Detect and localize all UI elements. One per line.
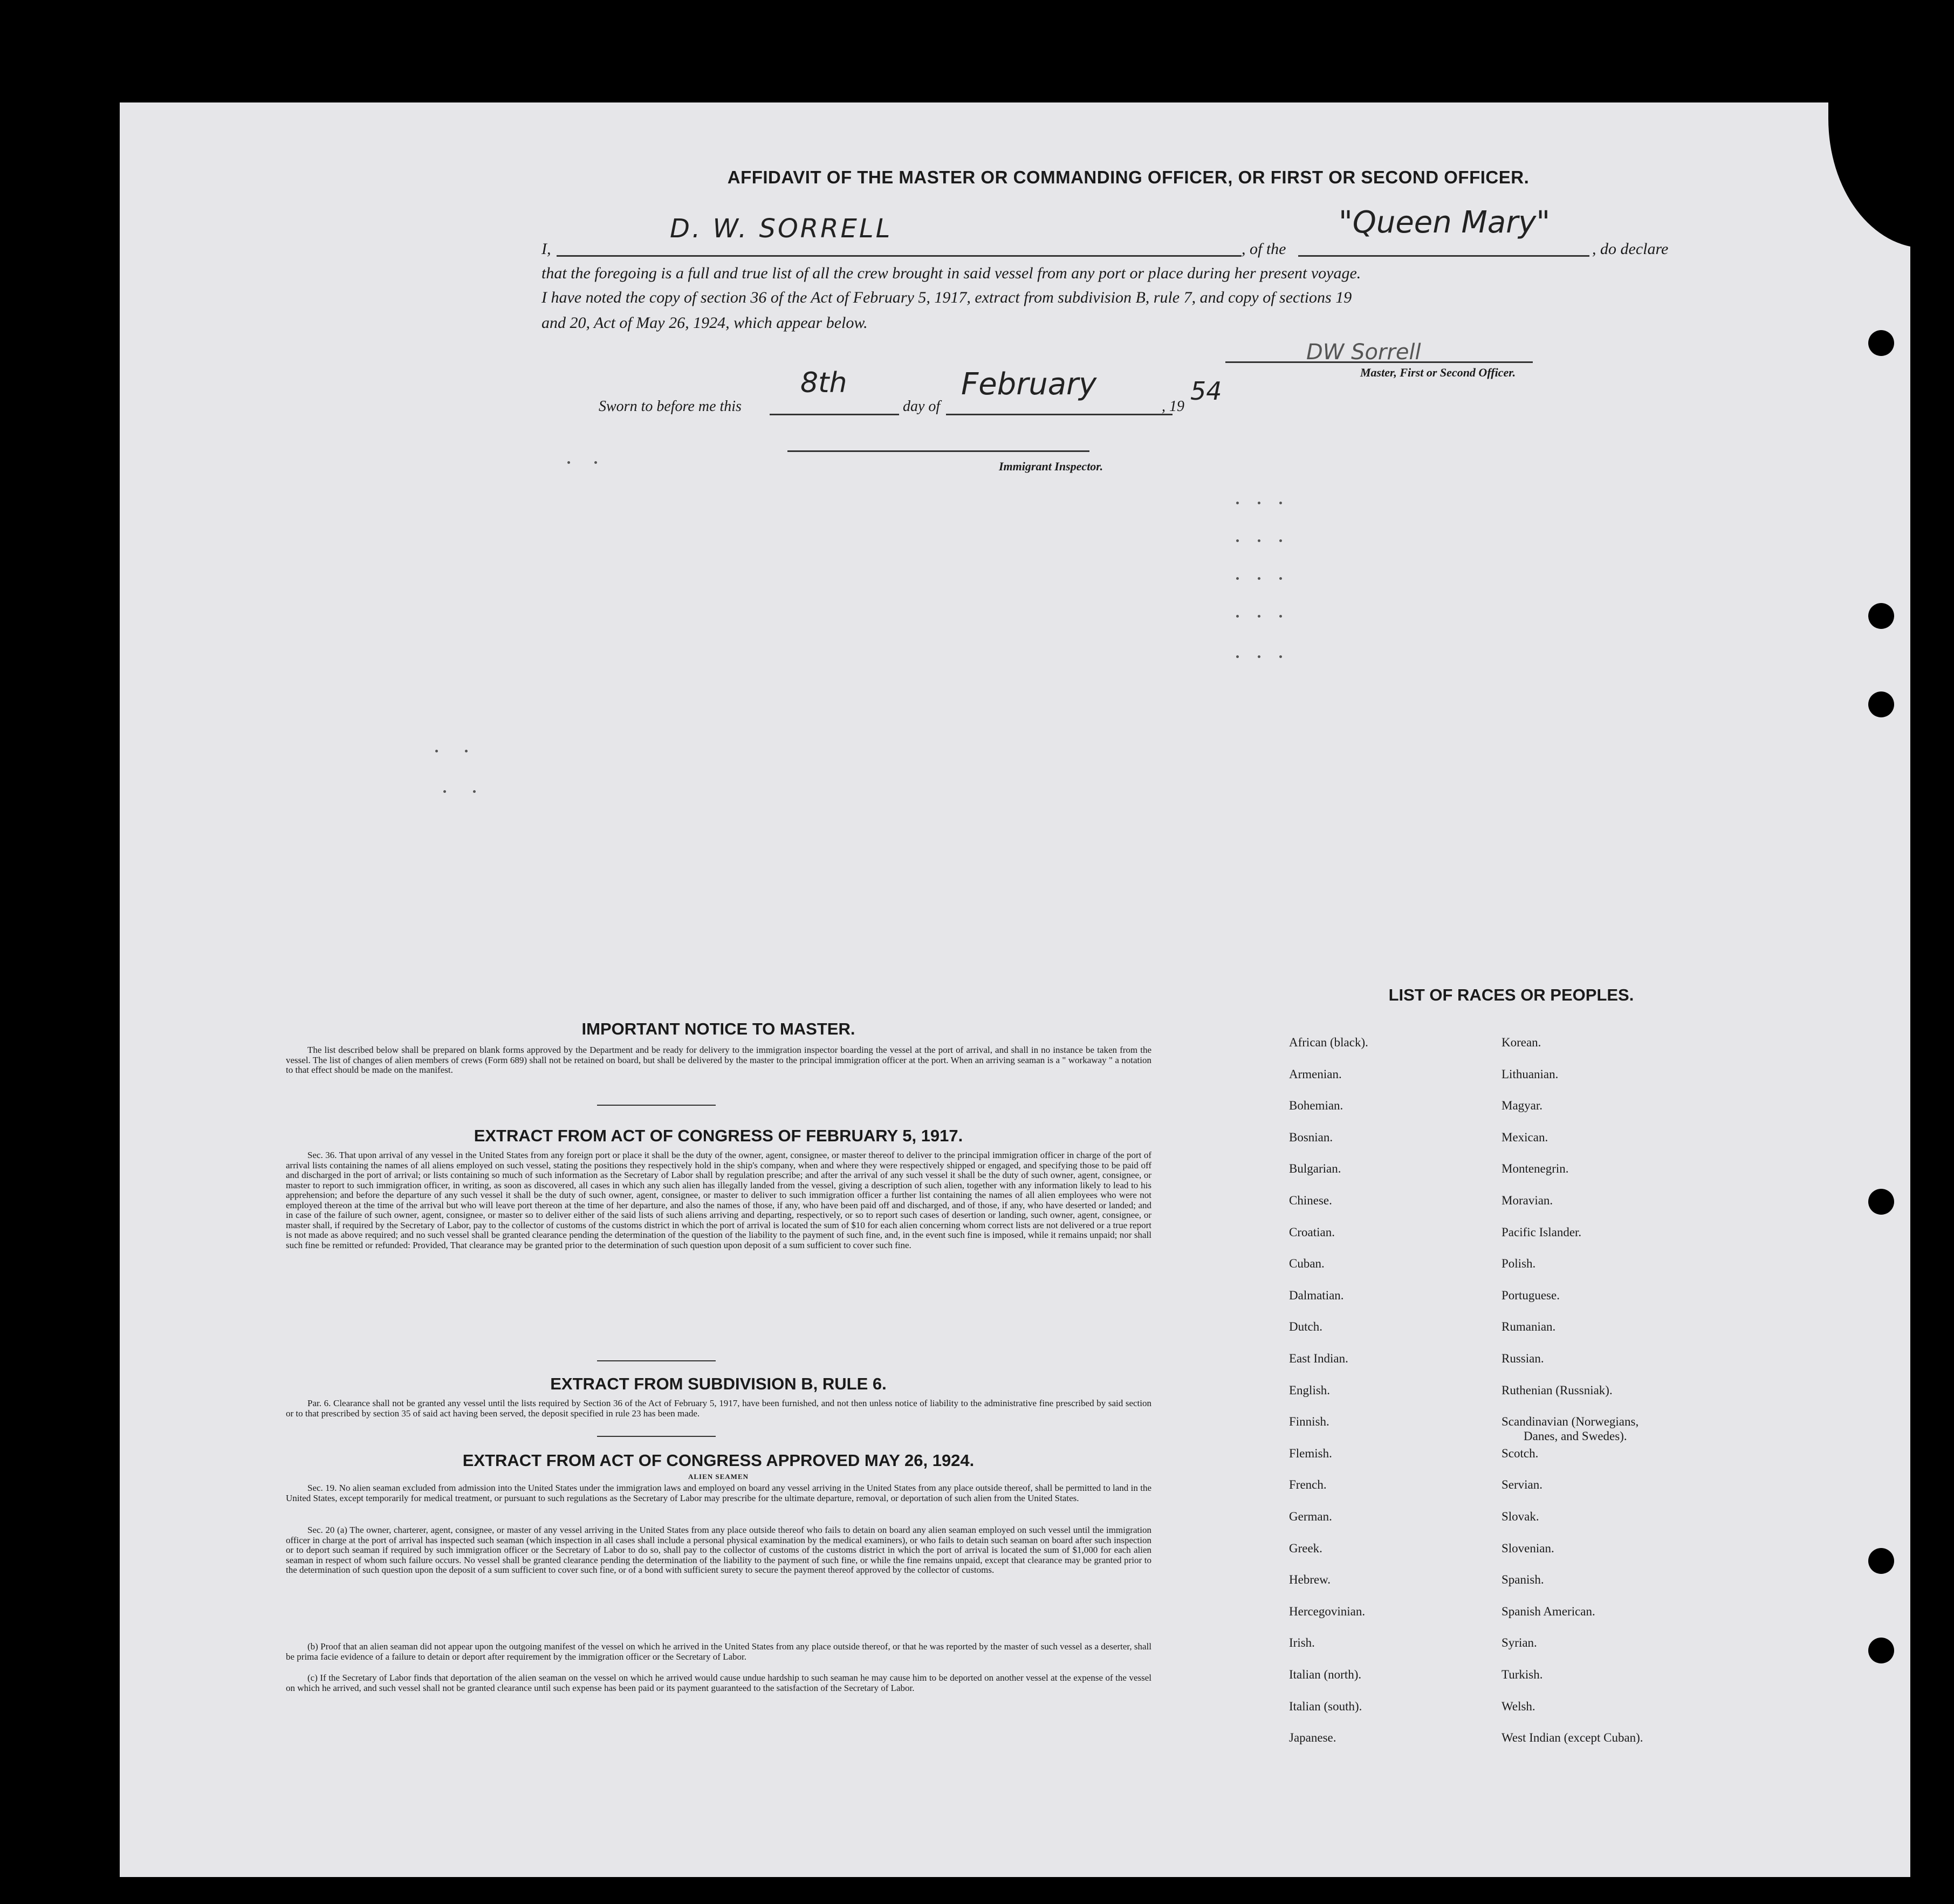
notice-title: IMPORTANT NOTICE TO MASTER.: [581, 1019, 855, 1038]
race-item: Lithuanian.: [1502, 1067, 1559, 1081]
race-item: Italian (south).: [1289, 1699, 1362, 1713]
race-item: Hebrew.: [1289, 1573, 1331, 1587]
race-item: Chinese.: [1289, 1194, 1332, 1207]
race-item: Finnish.: [1289, 1415, 1329, 1429]
race-item: Montenegrin.: [1502, 1162, 1569, 1176]
race-item: French.: [1289, 1478, 1327, 1492]
race-item: Bulgarian.: [1289, 1162, 1341, 1176]
punch-hole: [1868, 1638, 1894, 1663]
sec19-body: Sec. 19. No alien seaman excluded from admission into the United States under the immigration laws and employed on board any vessel arriving in the United States from any place outside thereof, shall be permitted to land in the United States, except temporarily for medical treatment, or pursuant to such regulations as the Secretary of Labor may prescribe for the ultimate departure, removal, or deportation of such alien from the United States.: [286, 1483, 1151, 1503]
race-item: Dutch.: [1289, 1320, 1322, 1334]
sec20a-body: Sec. 20 (a) The owner, charterer, agent, consignee, or master of any vessel arriving in the United States from any place outside thereof who fails to detain on board any alien seaman employed on such vessel until the immigration officer in charge at the port of arrival has inspected such seaman (which inspection in all cases shall include a personal physical examination by the medical examiners), or who fails to detain such seaman on board after such inspection or to deport such seaman if required by such immigration officer or the Secretary of Labor to do so, shall pay to the collector of customs of the customs district in which the port of arrival is located the sum of $1,000 for each alien seaman in respect of whom such failure occurs. No vessel shall be granted clearance pending the determination of the liability to the payment of such fine, or while the fine remains unpaid, except that clearance may be granted prior to the determination of such question upon the deposit of a sum sufficient to cover such fine, or of a bond with sufficient surety to secure the payment thereof approved by the collector of customs.: [286, 1525, 1151, 1575]
master-signature: DW Sorrell: [1306, 340, 1421, 365]
affidavit-title: AFFIDAVIT OF THE MASTER OR COMMANDING OFFICER, OR FIRST OR SECOND OFFICER.: [727, 167, 1530, 187]
race-item: Turkish.: [1502, 1668, 1543, 1681]
race-item: Scandinavian (Norwegians,: [1502, 1415, 1639, 1429]
vessel-line: [1298, 255, 1589, 257]
race-item: East Indian.: [1289, 1352, 1348, 1365]
officer-name: D. W. SORRELL: [670, 214, 893, 244]
document-page: [120, 102, 1910, 1877]
race-item: English.: [1289, 1383, 1331, 1397]
sec20b-body: (b) Proof that an alien seaman did not appear upon the outgoing manifest of the vessel on which he arrived in the United States from any place outside thereof, or that he was reported by the master of such vessel as a deserter, shall be prima facie evidence of a failure to detain or deport after requirement by the immigration officer or the Secretary of Labor.: [286, 1641, 1151, 1662]
day-line: [770, 414, 899, 415]
sworn-prefix: Sworn to before me this: [599, 398, 742, 415]
race-item: Ruthenian (Russniak).: [1502, 1383, 1613, 1397]
sworn-day: 8th: [800, 367, 847, 399]
race-item-cont: Danes, and Swedes).: [1524, 1429, 1627, 1443]
race-item: Armenian.: [1289, 1067, 1342, 1081]
race-item: Irish.: [1289, 1636, 1315, 1650]
punch-hole: [1868, 603, 1894, 629]
line1-prefix: I,: [541, 240, 551, 258]
race-item: Magyar.: [1502, 1099, 1543, 1113]
race-item: Scotch.: [1502, 1446, 1539, 1460]
extract-1917-body: Sec. 36. That upon arrival of any vessel in the United States from any foreign port or place it shall be the duty of the owner, agent, consignee, or master thereof to deliver to the principal immigration officer in charge of the port of arrival lists containing the names of all aliens employed on such vessel, stating the positions they respectively hold in the ship's company, when and where they were respectively shipped or engaged, and specifying those to be paid off and discharged in the port of arrival; or lists containing so much of such information as the Secretary of Labor shall by regulation prescribe; and after the arrival of any such vessel it shall be the duty of such owner, agent, consignee, or master to report to such immigration officer, in writing, as soon as discovered, all cases in which any such alien has illegally landed from the vessel, giving a description of such alien, together with any information likely to lead to his apprehension; and before the departure of any such vessel it shall be the duty of such owner, agent, consignee, or master to deliver to such immigration officer a further list containing the names of all alien employees who were not employed thereon at the time of the arrival but who will leave port thereon at the time of her departure, and also the names of those, if any, who have been paid off and discharged, and of those, if any, who have deserted or landed; and in case of the failure of such owner, agent, consignee, or master so to deliver either of the said lists of such aliens arriving and departing, respectively, or so to report such cases of desertion or landing, such owner, agent, consignee, or master shall, if required by the Secretary of Labor, pay to the collector of customs of the customs district in which the port of arrival is located the sum of $10 for each alien concerning whom correct lists are not delivered or a true report is not made as above required; and no such vessel shall be granted clearance pending the determination of the question of the liability to the payment of such fine, and, in the event such fine is imposed, while it remains unpaid; nor shall such fine be remitted or refunded: Provided, That clearance may be granted prior to the determination of such question upon deposit of a sum sufficient to cover such fine.: [286, 1150, 1151, 1250]
race-item: Japanese.: [1289, 1731, 1336, 1745]
inspector-line: [787, 450, 1089, 452]
punch-hole: [1868, 1189, 1894, 1215]
notice-body: The list described below shall be prepared on blank forms approved by the Department and be ready for delivery to the immigration inspector boarding the vessel at the port of arrival, and shall in no instance be taken from the vessel. The list of changes of alien members of crews (Form 689) shall not be retained on board, but shall be delivered by the master to the principal immigration officer at the port. When an arriving seaman is a " workaway " a notation to that effect should be made on the manifest.: [286, 1045, 1151, 1075]
day-of-label: day of: [903, 398, 941, 415]
race-item: Welsh.: [1502, 1699, 1535, 1713]
race-item: Greek.: [1289, 1541, 1322, 1555]
affidavit-line4: and 20, Act of May 26, 1924, which appear below.: [541, 314, 868, 332]
affidavit-line3: I have noted the copy of section 36 of the Act of February 5, 1917, extract from subdivision B, rule 7, and copy of sections 19: [541, 289, 1352, 306]
sworn-year: 54: [1190, 376, 1222, 406]
subdivision-title: EXTRACT FROM SUBDIVISION B, RULE 6.: [550, 1374, 887, 1393]
divider: [597, 1360, 716, 1361]
race-item: Polish.: [1502, 1257, 1536, 1271]
race-item: Bosnian.: [1289, 1130, 1333, 1144]
extract-1924-subtitle: ALIEN SEAMEN: [688, 1472, 749, 1481]
race-item: German.: [1289, 1510, 1332, 1523]
extract-1917-title: EXTRACT FROM ACT OF CONGRESS OF FEBRUARY 5, 1917.: [474, 1126, 963, 1145]
divider: [597, 1105, 716, 1106]
subdivision-body: Par. 6. Clearance shall not be granted any vessel until the lists required by Section 36 of the Act of February 5, 1917, have been furnished, and not then unless notice of liability to the administrative fine prescribed by said section or to that prescribed by section 35 of said act having been served, the deposit specified in rule 23 has been made.: [286, 1398, 1151, 1419]
sworn-month: February: [961, 367, 1097, 402]
race-item: Spanish American.: [1502, 1604, 1595, 1618]
vessel-name: "Queen Mary": [1339, 205, 1551, 240]
punch-hole: [1868, 1548, 1894, 1574]
race-item: West Indian (except Cuban).: [1502, 1731, 1643, 1745]
race-item: Croatian.: [1289, 1225, 1335, 1239]
race-item: Bohemian.: [1289, 1099, 1343, 1113]
race-item: Russian.: [1502, 1352, 1544, 1365]
races-title: LIST OF RACES OR PEOPLES.: [1388, 985, 1634, 1004]
race-item: Cuban.: [1289, 1257, 1325, 1271]
race-item: Spanish.: [1502, 1573, 1544, 1587]
race-item: African (black).: [1289, 1036, 1368, 1049]
race-item: Hercegovinian.: [1289, 1604, 1366, 1618]
sec20c-body: (c) If the Secretary of Labor finds that deportation of the alien seaman on the vessel on which he arrived would cause undue hardship to such seaman he may cause him to be deported on another vessel at the expense of the vessel on which he arrived, and such vessel shall not be granted clearance until such expense has been paid or its payment guaranteed to the satisfaction of the Secretary of Labor.: [286, 1673, 1151, 1693]
race-item: Flemish.: [1289, 1446, 1332, 1460]
race-item: Rumanian.: [1502, 1320, 1556, 1334]
race-item: Slovak.: [1502, 1510, 1539, 1523]
extract-1924-title: EXTRACT FROM ACT OF CONGRESS APPROVED MAY 26, 1924.: [462, 1451, 975, 1470]
race-item: Moravian.: [1502, 1194, 1553, 1207]
race-item: Slovenian.: [1502, 1541, 1554, 1555]
affidavit-line2: that the foregoing is a full and true list of all the crew brought in said vessel from any port or place during her present voyage.: [541, 264, 1361, 282]
inspector-caption: Immigrant Inspector.: [999, 460, 1103, 473]
punch-hole: [1868, 330, 1894, 356]
race-item: Portuguese.: [1502, 1288, 1560, 1302]
punch-hole: [1868, 691, 1894, 717]
divider: [597, 1436, 716, 1437]
race-item: Syrian.: [1502, 1636, 1537, 1650]
race-item: Dalmatian.: [1289, 1288, 1344, 1302]
name-line: [557, 255, 1242, 257]
race-item: Mexican.: [1502, 1130, 1548, 1144]
of-the-label: , of the: [1242, 240, 1286, 258]
race-item: Servian.: [1502, 1478, 1543, 1492]
month-line: [946, 414, 1173, 415]
race-item: Korean.: [1502, 1036, 1541, 1049]
do-declare-label: , do declare: [1592, 240, 1669, 258]
year-prefix: , 19: [1162, 398, 1184, 415]
race-item: Italian (north).: [1289, 1668, 1362, 1681]
race-item: Pacific Islander.: [1502, 1225, 1582, 1239]
master-caption: Master, First or Second Officer.: [1360, 366, 1516, 379]
